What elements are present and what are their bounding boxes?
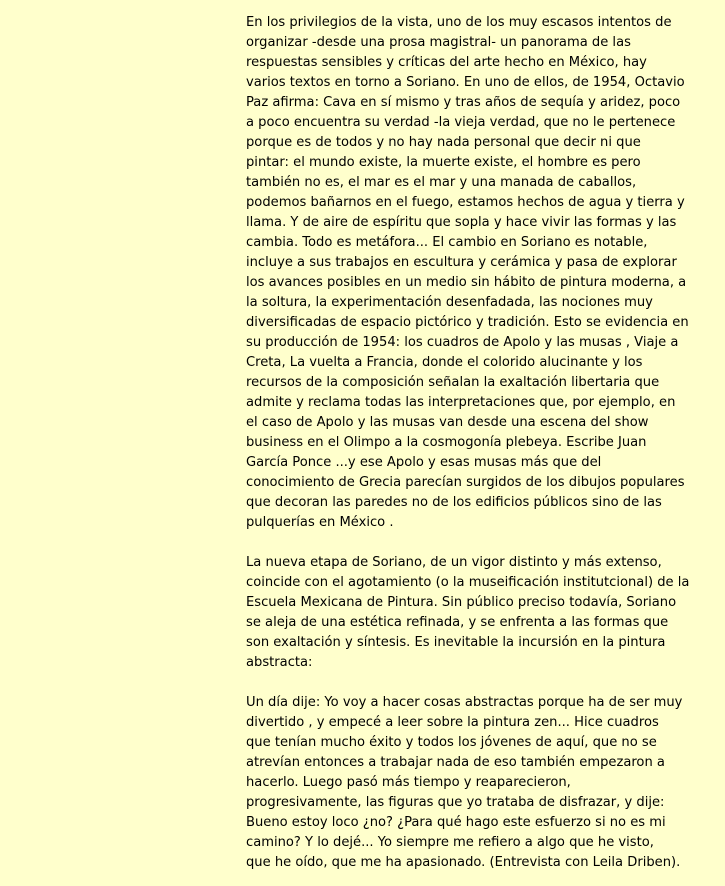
paragraph-line: son exaltación y síntesis. Es inevitable la incursión en la pintura xyxy=(246,635,666,650)
paragraph-line: pintar: el mundo existe, la muerte existe, el hombre es pero xyxy=(246,155,641,170)
paragraph-line: pulquerías en México . xyxy=(246,515,394,530)
paragraph-line: recursos de la composición señalan la exaltación libertaria que xyxy=(246,375,660,390)
paragraph-line: que tenían mucho éxito y todos los jóvenes de aquí, que no se xyxy=(246,735,657,750)
paragraph-line: admite y reclama todas las interpretaciones que, por ejemplo, en xyxy=(246,395,676,410)
paragraph-line: Paz afirma: Cava en sí mismo y tras años de sequía y aridez, poco xyxy=(246,95,681,110)
paragraph-line: se aleja de una estética refinada, y se enfrenta a las formas que xyxy=(246,615,669,630)
paragraph-line: porque es de todos y no hay nada personal que decir ni que xyxy=(246,135,641,150)
paragraph-line: respuestas sensibles y críticas del arte hecho en México, hay xyxy=(246,55,647,70)
article-paragraph xyxy=(246,693,712,873)
paragraph-line: camino? Y lo dejé... Yo siempre me refiero a algo que he visto, xyxy=(246,835,654,850)
paragraph-line: Escuela Mexicana de Pintura. Sin público preciso todavía, Soriano xyxy=(246,595,677,610)
paragraph-line: Un día dije: Yo voy a hacer cosas abstractas porque ha de ser muy xyxy=(246,695,683,710)
paragraph-line: incluye a sus trabajos en escultura y cerámica y pasa de explorar xyxy=(246,255,677,270)
paragraph-line: abstracta: xyxy=(246,655,313,670)
paragraph-line: coincide con el agotamiento (o la museificación institutcional) de la xyxy=(246,575,690,590)
paragraph-line: conocimiento de Grecia parecían surgidos de los dibujos populares xyxy=(246,475,685,490)
paragraph-line: organizar -desde una prosa magistral- un panorama de las xyxy=(246,35,631,50)
paragraph-line: a poco encuentra su verdad -la vieja verdad, que no le pertenece xyxy=(246,115,676,130)
paragraph-line: Bueno estoy loco ¿no? ¿Para qué hago este esfuerzo si no es mi xyxy=(246,815,666,830)
paragraph-line: Creta, La vuelta a Francia, donde el colorido alucinante y los xyxy=(246,355,643,370)
paragraph-line: divertido , y empecé a leer sobre la pintura zen... Hice cuadros xyxy=(246,715,659,730)
paragraph-line: hacerlo. Luego pasó más tiempo y reaparecieron, xyxy=(246,775,571,790)
paragraph-line: cambia. Todo es metáfora... El cambio en Soriano es notable, xyxy=(246,235,648,250)
paragraph-line: los avances posibles en un medio sin hábito de pintura moderna, a xyxy=(246,275,687,290)
paragraph-line: también no es, el mar es el mar y una manada de caballos, xyxy=(246,175,637,190)
article-body xyxy=(246,13,713,873)
paragraph-line: que decoran las paredes no de los edificios públicos sino de las xyxy=(246,495,662,510)
paragraph-line: La nueva etapa de Soriano, de un vigor distinto y más extenso, xyxy=(246,555,662,570)
paragraph-line: business en el Olimpo a la cosmogonía plebeya. Escribe Juan xyxy=(246,435,647,450)
paragraph-line: atrevían entonces a trabajar nada de eso también empezaron a xyxy=(246,755,665,770)
paragraph-line: García Ponce ...y ese Apolo y esas musas más que del xyxy=(246,455,602,470)
paragraph-line: En los privilegios de la vista, uno de los muy escasos intentos de xyxy=(246,15,672,30)
paragraph-line: varios textos en torno a Soriano. En uno de ellos, de 1954, Octavio xyxy=(246,75,685,90)
paragraph-line: progresivamente, las figuras que yo trataba de disfrazar, y dije: xyxy=(246,795,665,810)
paragraph-line: la soltura, la experimentación desenfadada, las nociones muy xyxy=(246,295,653,310)
paragraph-line: podemos bañarnos en el fuego, estamos hechos de agua y tierra y xyxy=(246,195,685,210)
paragraph-line: su producción de 1954: los cuadros de Apolo y las musas , Viaje a xyxy=(246,335,679,350)
article-paragraph xyxy=(246,13,712,533)
paragraph-line: el caso de Apolo y las musas van desde una escena del show xyxy=(246,415,649,430)
paragraph-line: llama. Y de aire de espíritu que sopla y hace vivir las formas y las xyxy=(246,215,677,230)
paragraph-line: que he oído, que me ha apasionado. (Entrevista con Leila Driben). xyxy=(246,855,681,870)
article-paragraph xyxy=(246,553,712,673)
paragraph-line: diversificadas de espacio pictórico y tradición. Esto se evidencia en xyxy=(246,315,689,330)
